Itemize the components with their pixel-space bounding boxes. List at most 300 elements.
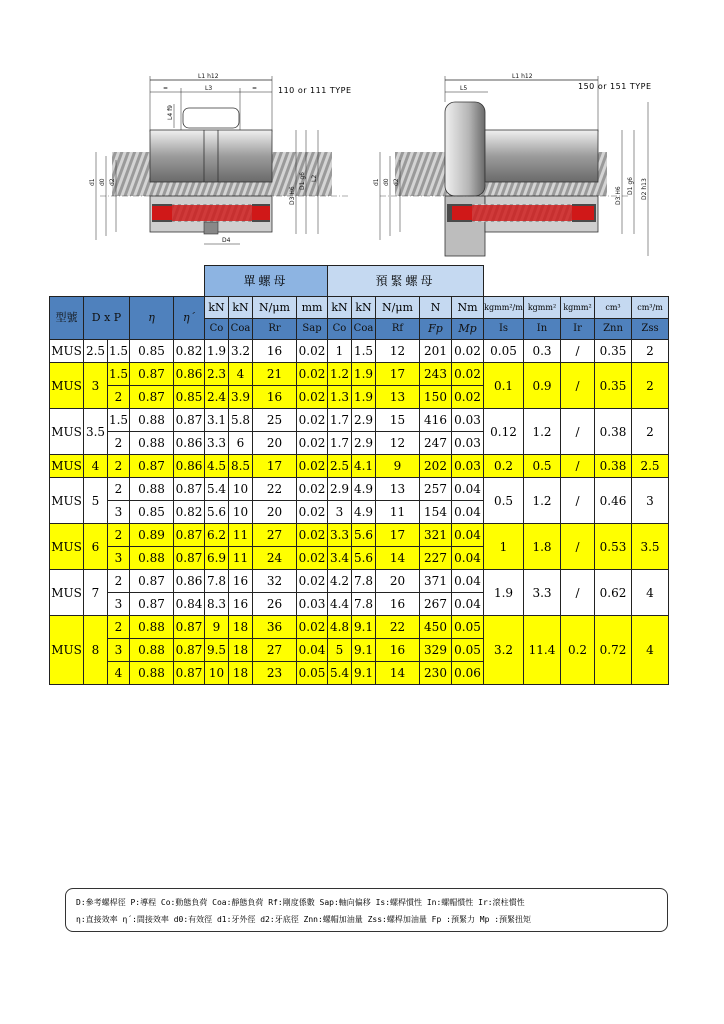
table-cell: 25 (253, 409, 297, 432)
table-cell: 0.86 (174, 455, 205, 478)
table-cell: 2 (108, 570, 130, 593)
table-cell: 0.88 (130, 547, 174, 570)
symbol-cell: Rr (253, 319, 297, 340)
table-cell: 5.6 (352, 547, 376, 570)
table-cell: 1.9 (352, 363, 376, 386)
table-cell: 0.04 (297, 639, 328, 662)
table-row (50, 340, 669, 363)
right-drawing (380, 76, 648, 256)
table-cell: 9.1 (352, 662, 376, 685)
table-cell: 10 (229, 501, 253, 524)
table-cell: 0.03 (452, 432, 484, 455)
table-cell: MUS (50, 616, 84, 685)
dim-d2-left: d2 (109, 178, 116, 186)
table-cell: 7.8 (352, 593, 376, 616)
table-row (50, 524, 669, 547)
table-cell: 1.5 (108, 409, 130, 432)
table-cell: 0.5 (524, 455, 561, 478)
table-cell: 0.02 (297, 455, 328, 478)
table-cell: MUS (50, 570, 84, 616)
table-cell: 17 (376, 524, 420, 547)
table-cell: 4 (229, 363, 253, 386)
table-cell: MUS (50, 409, 84, 455)
group-single-nut: 單螺母 (205, 266, 328, 297)
table-cell: 243 (420, 363, 452, 386)
table-cell: 0.82 (174, 340, 205, 363)
legend-line-1: D:參考螺桿徑 P:導程 Co:動態負荷 Coa:靜態負荷 Rf:剛度係數 Sap:軸向偏移 Is:螺桿慣性 In:螺帽慣性 Ir:滾柱慣性 (76, 898, 525, 907)
table-cell: 150 (420, 386, 452, 409)
table-cell: 257 (420, 478, 452, 501)
table-cell: 0.87 (130, 570, 174, 593)
table-cell: 0.87 (130, 455, 174, 478)
table-cell: 5.6 (205, 501, 229, 524)
table-cell: 2.9 (328, 478, 352, 501)
table-cell: 4 (84, 455, 108, 478)
table-cell: 20 (253, 432, 297, 455)
spec-body (50, 340, 669, 685)
table-cell: 0.87 (174, 639, 205, 662)
dim-l3-left: L3 (205, 85, 213, 92)
dim-d1s-right: d1 (373, 178, 380, 186)
table-cell: 14 (376, 547, 420, 570)
table-cell: 9.5 (205, 639, 229, 662)
table-cell: 22 (253, 478, 297, 501)
table-cell: 3 (84, 363, 108, 409)
table-cell: 0.02 (452, 386, 484, 409)
dim-l1-left: L1 h12 (198, 73, 219, 80)
table-cell: 321 (420, 524, 452, 547)
table-cell: 0.04 (452, 570, 484, 593)
table-cell: MUS (50, 524, 84, 570)
table-cell: 3 (108, 547, 130, 570)
table-cell: 1.9 (352, 386, 376, 409)
symbol-cell: Rf (376, 319, 420, 340)
table-cell: 9.1 (352, 616, 376, 639)
table-cell: 9 (205, 616, 229, 639)
table-cell: 0.2 (484, 455, 524, 478)
unit-cell: cm³ (595, 297, 632, 319)
symbol-cell: Zss (632, 319, 669, 340)
table-cell: 3.5 (632, 524, 669, 570)
table-cell: 1.3 (328, 386, 352, 409)
table-cell: 3.1 (205, 409, 229, 432)
table-cell: 1 (328, 340, 352, 363)
table-cell: 371 (420, 570, 452, 593)
table-cell: 4.2 (328, 570, 352, 593)
table-cell: / (561, 409, 595, 455)
table-cell: 18 (229, 639, 253, 662)
table-cell: 20 (253, 501, 297, 524)
table-cell: 3 (108, 501, 130, 524)
table-cell: 5.4 (328, 662, 352, 685)
table-cell: 4 (632, 616, 669, 685)
table-cell: 7.8 (205, 570, 229, 593)
table-cell: 26 (253, 593, 297, 616)
table-cell: / (561, 524, 595, 570)
table-cell: 5.8 (229, 409, 253, 432)
table-row (50, 616, 669, 639)
table-cell: 0.9 (524, 363, 561, 409)
table-cell: 0.02 (452, 363, 484, 386)
table-cell: 2 (108, 478, 130, 501)
symbol-cell: Coa (229, 319, 253, 340)
table-cell: 0.02 (297, 547, 328, 570)
table-cell: 0.02 (297, 386, 328, 409)
table-cell: 18 (229, 662, 253, 685)
left-drawing (96, 76, 350, 244)
table-cell: MUS (50, 340, 84, 363)
table-cell: 0.86 (174, 363, 205, 386)
drawing-svg (0, 0, 724, 262)
table-row (50, 409, 669, 432)
table-cell: / (561, 570, 595, 616)
symbol-cell: Ir (561, 319, 595, 340)
table-cell: 416 (420, 409, 452, 432)
table-cell: 2.5 (632, 455, 669, 478)
table-cell: 11.4 (524, 616, 561, 685)
table-cell: 0.2 (561, 616, 595, 685)
symbol-cell: Znn (595, 319, 632, 340)
table-cell: 0.04 (452, 593, 484, 616)
table-cell: 21 (253, 363, 297, 386)
table-cell: 9 (376, 455, 420, 478)
table-cell: 2 (632, 409, 669, 455)
table-cell: 18 (229, 616, 253, 639)
table-cell: 2.5 (84, 340, 108, 363)
table-cell: 0.05 (297, 662, 328, 685)
table-cell: 3 (108, 593, 130, 616)
table-cell: 0.02 (297, 570, 328, 593)
legend-box (65, 888, 668, 932)
table-cell: 2.4 (205, 386, 229, 409)
table-cell: 0.89 (130, 524, 174, 547)
table-cell: 0.05 (452, 639, 484, 662)
table-cell: 0.38 (595, 409, 632, 455)
dim-d3-right: D3 H6 (615, 186, 622, 205)
table-cell: 12 (376, 340, 420, 363)
table-cell: 0.46 (595, 478, 632, 524)
table-cell: 16 (229, 570, 253, 593)
table-cell: 0.03 (452, 455, 484, 478)
table-cell: 16 (376, 639, 420, 662)
symbol-cell: Is (484, 319, 524, 340)
table-cell: 5 (328, 639, 352, 662)
table-cell: 0.02 (452, 340, 484, 363)
table-cell: 0.87 (174, 409, 205, 432)
table-cell: 3.5 (84, 409, 108, 455)
table-row (50, 363, 669, 386)
table-cell: 0.85 (130, 340, 174, 363)
table-cell: 4.5 (205, 455, 229, 478)
table-cell: 0.02 (297, 478, 328, 501)
table-cell: 0.87 (174, 662, 205, 685)
table-cell: 4 (632, 570, 669, 616)
table-cell: 0.02 (297, 432, 328, 455)
table-cell: 0.35 (595, 340, 632, 363)
dim-d2-right: d2 (393, 178, 400, 186)
table-cell: 230 (420, 662, 452, 685)
table-cell: 329 (420, 639, 452, 662)
table-cell: 0.88 (130, 478, 174, 501)
table-cell: / (561, 363, 595, 409)
table-cell: 16 (229, 593, 253, 616)
table-cell: 201 (420, 340, 452, 363)
table-cell: MUS (50, 478, 84, 524)
table-cell: 1.2 (524, 409, 561, 455)
unit-cell: cm³/m (632, 297, 669, 319)
table-cell: 1.7 (328, 432, 352, 455)
unit-cell: N/μm (376, 297, 420, 319)
symbol-cell: Co (328, 319, 352, 340)
table-cell: 1.8 (524, 524, 561, 570)
table-cell: 0.02 (297, 524, 328, 547)
table-cell: 0.04 (452, 501, 484, 524)
table-cell: 7 (84, 570, 108, 616)
table-cell: 0.03 (297, 593, 328, 616)
table-cell: 24 (253, 547, 297, 570)
dim-l4-left: L4 f9 (167, 105, 174, 120)
unit-cell: kN (229, 297, 253, 319)
table-cell: MUS (50, 363, 84, 409)
table-cell: 227 (420, 547, 452, 570)
table-cell: 3.2 (229, 340, 253, 363)
table-cell: 1.9 (484, 570, 524, 616)
table-cell: / (561, 478, 595, 524)
spec-table (49, 265, 669, 685)
table-cell: 0.82 (174, 501, 205, 524)
table-cell: 0.84 (174, 593, 205, 616)
type-label-right: 150 or 151 TYPE (578, 82, 652, 91)
head-eta2: η´ (174, 297, 205, 340)
table-cell: 450 (420, 616, 452, 639)
unit-cell: kgmm²/m (484, 297, 524, 319)
table-cell: 8.5 (229, 455, 253, 478)
table-cell: 16 (253, 340, 297, 363)
table-cell: 10 (205, 662, 229, 685)
head-eta: η (130, 297, 174, 340)
table-cell: 0.87 (174, 478, 205, 501)
table-cell: 0.04 (452, 478, 484, 501)
table-cell: 0.04 (452, 524, 484, 547)
unit-cell: kgmm² (561, 297, 595, 319)
unit-cell: N (420, 297, 452, 319)
table-cell: 0.05 (484, 340, 524, 363)
symbol-cell: In (524, 319, 561, 340)
table-row (50, 570, 669, 593)
table-cell: 2 (108, 386, 130, 409)
table-row (50, 478, 669, 501)
unit-row (50, 297, 669, 319)
table-cell: 6 (229, 432, 253, 455)
technical-drawings (0, 0, 724, 262)
table-cell: 0.87 (130, 363, 174, 386)
table-cell: 4.9 (352, 501, 376, 524)
dim-l2-left: L2 (311, 174, 318, 182)
table-cell: 20 (376, 570, 420, 593)
table-cell: 3.2 (484, 616, 524, 685)
table-cell: 2.3 (205, 363, 229, 386)
table-cell: 0.87 (130, 386, 174, 409)
table-cell: 4.4 (328, 593, 352, 616)
table-cell: 2 (108, 432, 130, 455)
unit-cell: kgmm² (524, 297, 561, 319)
table-cell: 0.1 (484, 363, 524, 409)
table-cell: 0.62 (595, 570, 632, 616)
table-cell: 17 (376, 363, 420, 386)
table-cell: 0.86 (174, 570, 205, 593)
dim-d0-right: d0 (383, 178, 390, 186)
table-cell: 0.87 (174, 524, 205, 547)
dim-d1-right: D1 g6 (627, 177, 634, 195)
table-cell: 247 (420, 432, 452, 455)
table-cell: 11 (229, 547, 253, 570)
table-cell: 16 (376, 593, 420, 616)
table-cell: 22 (376, 616, 420, 639)
table-cell: 0.38 (595, 455, 632, 478)
table-cell: 3 (328, 501, 352, 524)
table-cell: 16 (253, 386, 297, 409)
table-cell: 1.9 (205, 340, 229, 363)
symbol-cell: Coa (352, 319, 376, 340)
table-cell: 0.02 (297, 340, 328, 363)
table-cell: 0.02 (297, 616, 328, 639)
table-cell: 27 (253, 524, 297, 547)
table-cell: 7.8 (352, 570, 376, 593)
table-cell: 5.4 (205, 478, 229, 501)
dim-eq1-left: = (163, 85, 169, 92)
table-cell: 13 (376, 386, 420, 409)
table-cell: 5.6 (352, 524, 376, 547)
table-cell: 3 (108, 639, 130, 662)
table-row (50, 455, 669, 478)
table-cell: 0.88 (130, 616, 174, 639)
table-cell: 13 (376, 478, 420, 501)
table-cell: 1.5 (108, 363, 130, 386)
table-cell: 8.3 (205, 593, 229, 616)
table-cell: 12 (376, 432, 420, 455)
symbol-cell: Sap (297, 319, 328, 340)
table-cell: 0.04 (452, 547, 484, 570)
table-cell: 0.3 (524, 340, 561, 363)
table-cell: 32 (253, 570, 297, 593)
table-cell: 2 (632, 363, 669, 409)
unit-cell: kN (352, 297, 376, 319)
unit-cell: kN (328, 297, 352, 319)
table-cell: 2.9 (352, 409, 376, 432)
table-cell: 23 (253, 662, 297, 685)
table-cell: 0.06 (452, 662, 484, 685)
symbol-cell: Fp (420, 319, 452, 340)
dim-d1-left: D1 g6 (299, 172, 306, 190)
table-cell: 0.35 (595, 363, 632, 409)
table-cell: 3.3 (524, 570, 561, 616)
dim-d2-right: D2 h13 (641, 178, 648, 200)
table-cell: 0.12 (484, 409, 524, 455)
table-cell: 0.03 (452, 409, 484, 432)
table-cell: 0.85 (174, 386, 205, 409)
table-cell: 0.87 (174, 616, 205, 639)
table-cell: 0.88 (130, 662, 174, 685)
unit-cell: Nm (452, 297, 484, 319)
unit-cell: mm (297, 297, 328, 319)
table-cell: 2 (108, 524, 130, 547)
table-cell: 2 (108, 455, 130, 478)
dim-d1s-left: d1 (89, 178, 96, 186)
table-cell: 14 (376, 662, 420, 685)
table-cell: 3.3 (328, 524, 352, 547)
dim-l5-right: L5 (460, 85, 468, 92)
table-cell: 0.86 (174, 432, 205, 455)
table-cell: 1.2 (328, 363, 352, 386)
table-cell: 6 (84, 524, 108, 570)
table-cell: 0.72 (595, 616, 632, 685)
table-cell: 11 (229, 524, 253, 547)
table-cell: 0.5 (484, 478, 524, 524)
type-label-left: 110 or 111 TYPE (278, 86, 352, 95)
table-cell: 0.02 (297, 363, 328, 386)
table-cell: 3.4 (328, 547, 352, 570)
dim-d3-left: D3 H6 (289, 186, 296, 205)
unit-cell: N/μm (253, 297, 297, 319)
table-cell: 0.53 (595, 524, 632, 570)
table-cell: 3.3 (205, 432, 229, 455)
table-cell: 1.7 (328, 409, 352, 432)
table-cell: 154 (420, 501, 452, 524)
table-cell: 5 (84, 478, 108, 524)
table-cell: 267 (420, 593, 452, 616)
legend-line-2: η:直接效率 η´:間接效率 d0:有效徑 d1:牙外徑 d2:牙底徑 Znn:螺帽加油量 Zss:螺桿加油量 Fp :預緊力 Mp :預緊扭矩 (76, 915, 532, 924)
table-cell: 27 (253, 639, 297, 662)
symbol-cell: Mp (452, 319, 484, 340)
table-cell: 9.1 (352, 639, 376, 662)
table-cell: MUS (50, 455, 84, 478)
table-cell: 36 (253, 616, 297, 639)
table-cell: 8 (84, 616, 108, 685)
table-cell: 1 (484, 524, 524, 570)
table-cell: 0.88 (130, 639, 174, 662)
head-dxp: D x P (84, 297, 130, 340)
table-cell: / (561, 340, 595, 363)
table-cell: 15 (376, 409, 420, 432)
table-cell: 0.02 (297, 409, 328, 432)
head-model: 型號 (50, 297, 84, 340)
table-cell: 0.87 (130, 593, 174, 616)
table-cell: 1.2 (524, 478, 561, 524)
table-cell: 10 (229, 478, 253, 501)
dim-d0-left: d0 (99, 178, 106, 186)
table-cell: 0.85 (130, 501, 174, 524)
dim-d4-left: D4 (222, 237, 231, 244)
table-cell: 2 (108, 616, 130, 639)
table-cell: 0.02 (297, 501, 328, 524)
table-cell: 2.9 (352, 432, 376, 455)
group-header-row (50, 266, 669, 297)
table-cell: 2.5 (328, 455, 352, 478)
table-cell: 6.9 (205, 547, 229, 570)
table-cell: 3.9 (229, 386, 253, 409)
table-cell: 17 (253, 455, 297, 478)
table-cell: 0.87 (174, 547, 205, 570)
table-cell: 4.8 (328, 616, 352, 639)
table-cell: 6.2 (205, 524, 229, 547)
symbol-cell: Co (205, 319, 229, 340)
table-cell: 2 (632, 340, 669, 363)
table-cell: 0.05 (452, 616, 484, 639)
table-cell: 4.9 (352, 478, 376, 501)
dim-l1-right: L1 h12 (512, 73, 533, 80)
unit-cell: kN (205, 297, 229, 319)
table-cell: 4.1 (352, 455, 376, 478)
